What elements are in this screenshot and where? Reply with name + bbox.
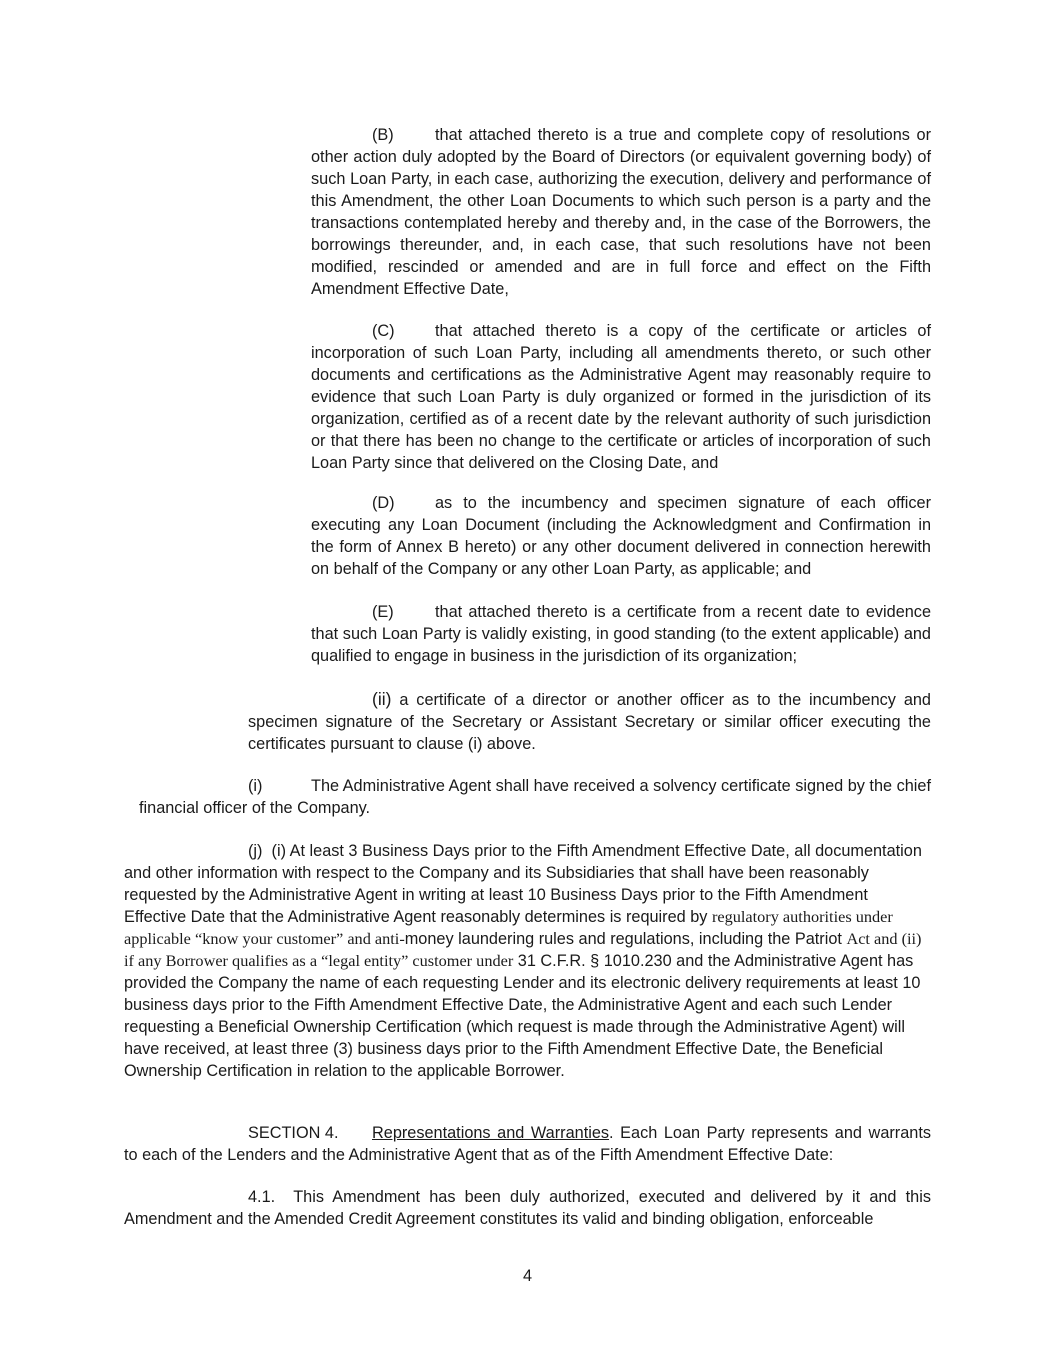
paragraph-E-label: (E): [372, 603, 394, 621]
paragraph-j-text-3: 31 C.F.R. § 1010.230 and the Administrative Agent has provided the Company the name of each requesting Lender and its electronic delivery requirements at least 10 business days prior to the Fifth Amendment Effective Date, the Administrative Agent and each such Lender requesting a Beneficial Ownership Certification (which request is made through the Administrative Agent) will have received, at least three (3) business days prior to the Fifth Amendment Effective Date, the Beneficial Ownership Certification in relation to the applicable Borrower.: [124, 952, 921, 1080]
paragraph-D-text: as to the incumbency and specimen signature of each officer executing any Loan Document (including the Acknowledgment and Confirmation in the form of Annex B hereto) or any other document delivered in connection herewith on behalf of the Company or any other Loan Party, as applicable; and: [311, 494, 931, 578]
section-4-text: . Each Loan Party represents and warrants to each of the Lenders and the Administrative Agent that as of the Fifth Amendment Effective Date:: [124, 1124, 931, 1164]
paragraph-ii: [248, 688, 931, 755]
page-number: 4: [522, 1267, 533, 1285]
paragraph-j: [124, 840, 931, 1082]
paragraph-D: [311, 492, 931, 580]
paragraph-D-label: (D): [372, 494, 395, 512]
paragraph-j-text-serif-2: Act and (ii) if any Borrower qualifies as a “legal entity” customer under: [124, 929, 922, 970]
paragraph-C-text: that attached thereto is a copy of the certificate or articles of incorporation of such Loan Party, including all amendments thereto, or such other documents and certifications as the Administrative Agent may reasonably require to evidence that such Loan Party is duly organized or formed in the jurisdiction of its organization, certified as of a recent date by the relevant authority of such jurisdiction or that there has been no change to the certificate or articles of incorporation of such Loan Party since that delivered on the Closing Date, and: [311, 322, 931, 472]
section-4-label: SECTION 4.: [248, 1124, 339, 1142]
section-4-1-text: This Amendment has been duly authorized, executed and delivered by it and this Amendment and the Amended Credit Agreement constitutes its valid and binding obligation, enforceable: [124, 1188, 931, 1228]
paragraph-i-text: The Administrative Agent shall have received a solvency certificate signed by the chief financial officer of the Company.: [139, 777, 931, 817]
paragraph-E: [311, 601, 931, 667]
paragraph-B: [311, 124, 931, 300]
paragraph-j-label: (j): [248, 842, 263, 860]
paragraph-B-label: (B): [372, 126, 394, 144]
paragraph-E-text: that attached thereto is a certificate from a recent date to evidence that such Loan Party is validly existing, in good standing (to the extent applicable) and qualified to engage in business in the jurisdiction of its organization;: [311, 603, 931, 665]
paragraph-B-text: that attached thereto is a true and complete copy of resolutions or other action duly adopted by the Board of Directors (or equivalent governing body) of such Loan Party, in each case, authorizing the execution, delivery and performance of this Amendment, the other Loan Documents to which such person is a party and the transactions contemplated hereby and thereby and, in the case of the Borrowers, the borrowings thereunder, and, in each case, that such resolutions have not been modified, rescinded or amended and are in full force and effect on the Fifth Amendment Effective Date,: [311, 126, 931, 298]
section-4-1-paragraph: [124, 1186, 931, 1230]
section-4-heading: Representations and Warranties: [372, 1124, 610, 1142]
paragraph-j-text-serif-1: regulatory authorities under applicable “know your customer” and anti-: [124, 907, 893, 948]
section-4-paragraph: [124, 1122, 931, 1166]
paragraph-ii-text: a certificate of a director or another officer as to the incumbency and specimen signature of the Secretary or Assistant Secretary or similar officer executing the certificates pursuant to clause (i) above.: [248, 691, 931, 753]
paragraph-j-text-2: money laundering rules and regulations, including the Patriot: [404, 930, 847, 948]
paragraph-i: [139, 775, 931, 819]
paragraph-i-label: (i): [248, 777, 263, 795]
paragraph-j-text-1: (i) At least 3 Business Days prior to the Fifth Amendment Effective Date, all documentation and other information with respect to the Company and its Subsidiaries that shall have been reasonably requested by the Administrative Agent in writing at least 10 Business Days prior to the Fifth Amendment Effective Date that the Administrative Agent reasonably determines is required by: [124, 842, 922, 926]
section-4-1-label: 4.1.: [248, 1188, 276, 1206]
paragraph-C-label: (C): [372, 322, 395, 340]
paragraph-ii-label: (ii): [372, 689, 392, 709]
paragraph-C: [311, 320, 931, 474]
